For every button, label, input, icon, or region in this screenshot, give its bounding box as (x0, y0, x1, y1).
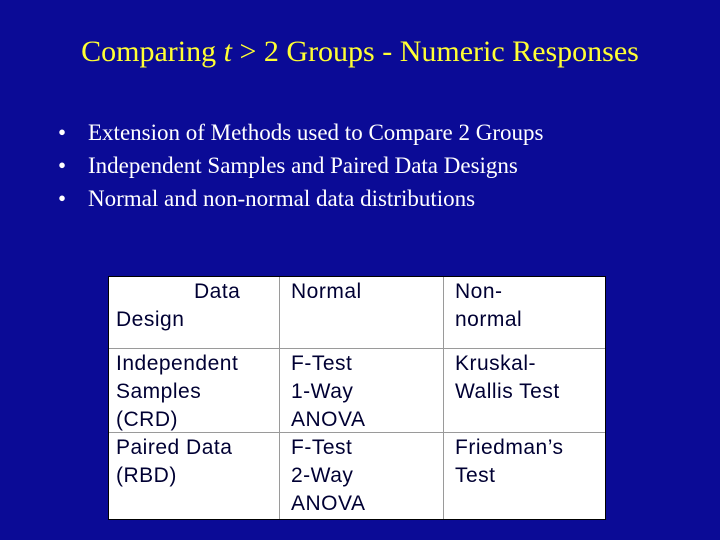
header-nonnormal-line1: Non- (455, 280, 503, 303)
row2-design-line2: (RBD) (116, 464, 177, 487)
row2-design-line1: Paired Data (116, 436, 233, 459)
bullet-dot-icon: • (58, 120, 67, 145)
row2-nonnormal-line1: Friedman’s (455, 436, 564, 459)
row1-design-line3: (CRD) (116, 408, 178, 431)
header-normal: Normal (291, 280, 362, 303)
title-italic-t: t (223, 35, 232, 68)
bullet-text: Independent Samples and Paired Data Designs (88, 153, 518, 178)
header-nonnormal-line2: normal (455, 308, 523, 331)
bullet-dot-icon: • (58, 186, 67, 211)
title-part2: > 2 Groups - Numeric Responses (231, 35, 639, 68)
header-design-line2: Design (116, 308, 185, 331)
bullet-item (58, 149, 543, 182)
row1-normal-line2: 1-Way (291, 380, 354, 403)
row1-nonnormal-line2: Wallis Test (455, 380, 560, 403)
row1-normal-line3: ANOVA (291, 408, 366, 431)
row2-normal-line2: 2-Way (291, 464, 354, 487)
header-design-line1: Data (194, 280, 241, 303)
bullet-text: Extension of Methods used to Compare 2 Groups (88, 120, 544, 145)
title-part1: Comparing (81, 35, 224, 68)
bullet-item (58, 116, 543, 149)
bullet-list (58, 116, 543, 215)
slide-title (0, 32, 720, 72)
row2-nonnormal-line2: Test (455, 464, 496, 487)
table-frame (108, 276, 606, 520)
bullet-item (58, 182, 543, 215)
row2-normal-line3: ANOVA (291, 492, 366, 515)
bullet-dot-icon: • (58, 153, 67, 178)
row1-design-line1: Independent (116, 352, 239, 375)
row2-normal-line1: F-Test (291, 436, 353, 459)
bullet-text: Normal and non-normal data distributions (88, 186, 476, 211)
row1-design-line2: Samples (116, 380, 202, 403)
row1-normal-line1: F-Test (291, 352, 353, 375)
row1-nonnormal-line1: Kruskal- (455, 352, 537, 375)
